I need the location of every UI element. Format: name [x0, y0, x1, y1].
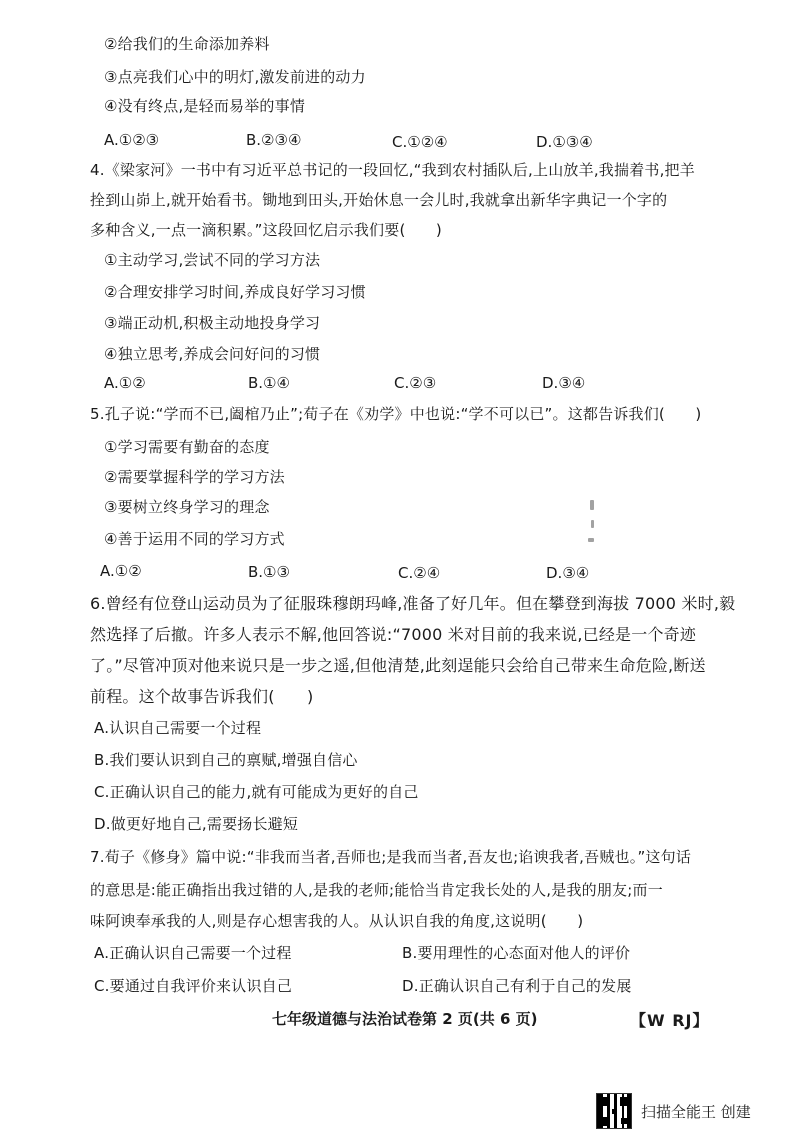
q4-option-1: ①主动学习,尝试不同的学习方法 — [104, 251, 321, 269]
q5-choice-b: B.①③ — [248, 563, 290, 581]
q3-option-2: ②给我们的生命添加养料 — [104, 35, 270, 53]
scan-smudge — [590, 500, 594, 510]
q6-choice-a: A.认识自己需要一个过程 — [94, 719, 262, 737]
q4-choice-d: D.③④ — [542, 374, 586, 392]
q7-choice-d: D.正确认识自己有利于自己的发展 — [402, 977, 632, 995]
q5-option-3: ③要树立终身学习的理念 — [104, 498, 270, 516]
q4-choice-b: B.①④ — [248, 374, 290, 392]
q7-choice-b: B.要用理性的心态面对他人的评价 — [402, 944, 631, 962]
q4-option-2: ②合理安排学习时间,养成良好学习习惯 — [104, 283, 366, 301]
q7-stem-line-3: 味阿谀奉承我的人,则是存心想害我的人。从认识自我的角度,这说明( ) — [90, 912, 584, 930]
q4-stem-line-1: 4.《梁家河》一书中有习近平总书记的一段回忆,“我到农村插队后,上山放羊,我揣着书,把羊 — [90, 161, 695, 179]
q3-choice-d: D.①③④ — [536, 133, 593, 151]
q6-stem-line-3: 了。”尽管冲顶对他来说只是一步之遥,但他清楚,此刻逞能只会给自己带来生命危险,断送 — [90, 656, 706, 675]
q6-choice-d: D.做更好地自己,需要扬长避短 — [94, 815, 299, 833]
q6-stem-line-4: 前程。这个故事告诉我们( ) — [90, 687, 314, 706]
edition-badge: 【W RJ】 — [630, 1011, 710, 1030]
q4-choice-c: C.②③ — [394, 374, 437, 392]
q7-stem-line-1: 7.荀子《修身》篇中说:“非我而当者,吾师也;是我而当者,吾友也;谄谀我者,吾贼也。”这句话 — [90, 848, 692, 866]
q5-choice-d: D.③④ — [546, 564, 590, 582]
q6-stem-line-1: 6.曾经有位登山运动员为了征服珠穆朗玛峰,准备了好几年。但在攀登到海拔 7000 米时,毅 — [90, 594, 736, 613]
q4-choice-a: A.①② — [104, 374, 146, 392]
q3-choice-a: A.①②③ — [104, 131, 160, 149]
q4-option-4: ④独立思考,养成会问好问的习惯 — [104, 345, 321, 363]
q7-choice-a: A.正确认识自己需要一个过程 — [94, 944, 292, 962]
q5-option-2: ②需要掌握科学的学习方法 — [104, 468, 285, 486]
q5-option-1: ①学习需要有勤奋的态度 — [104, 438, 270, 456]
q5-choice-a: A.①② — [100, 562, 142, 580]
q4-stem-line-2: 拴到山峁上,就开始看书。锄地到田头,开始休息一会儿时,我就拿出新华字典记一个字的 — [90, 191, 668, 209]
q6-choice-c: C.正确认识自己的能力,就有可能成为更好的自己 — [94, 783, 419, 801]
q3-choice-b: B.②③④ — [246, 131, 302, 149]
q5-choice-c: C.②④ — [398, 564, 441, 582]
q5-stem: 5.孔子说:“学而不已,阖棺乃止”;荀子在《劝学》中也说:“学不可以已”。这都告诉我们( ) — [90, 405, 702, 423]
scanner-watermark-label: 扫描全能王 创建 — [641, 1103, 751, 1121]
scan-smudge — [591, 520, 594, 528]
q7-stem-line-2: 的意思是:能正确指出我过错的人,是我的老师;能恰当肯定我长处的人,是我的朋友;而一 — [90, 881, 663, 899]
q4-option-3: ③端正动机,积极主动地投身学习 — [104, 314, 321, 332]
page-footer-label: 七年级道德与法治试卷第 2 页(共 6 页) — [272, 1010, 538, 1028]
q4-stem-line-3: 多种含义,一点一滴积累。”这段回忆启示我们要( ) — [90, 221, 442, 239]
q3-option-3: ③点亮我们心中的明灯,激发前进的动力 — [104, 68, 366, 86]
q5-option-4: ④善于运用不同的学习方式 — [104, 530, 285, 548]
q3-option-4: ④没有终点,是轻而易举的事情 — [104, 97, 306, 115]
q6-choice-b: B.我们要认识到自己的禀赋,增强自信心 — [94, 751, 358, 769]
q3-choice-c: C.①②④ — [392, 133, 448, 151]
q7-choice-c: C.要通过自我评价来认识自己 — [94, 977, 293, 995]
q6-stem-line-2: 然选择了后撤。许多人表示不解,他回答说:“7000 米对目前的我来说,已经是一个奇迹 — [90, 625, 697, 644]
scan-smudge — [588, 538, 594, 542]
